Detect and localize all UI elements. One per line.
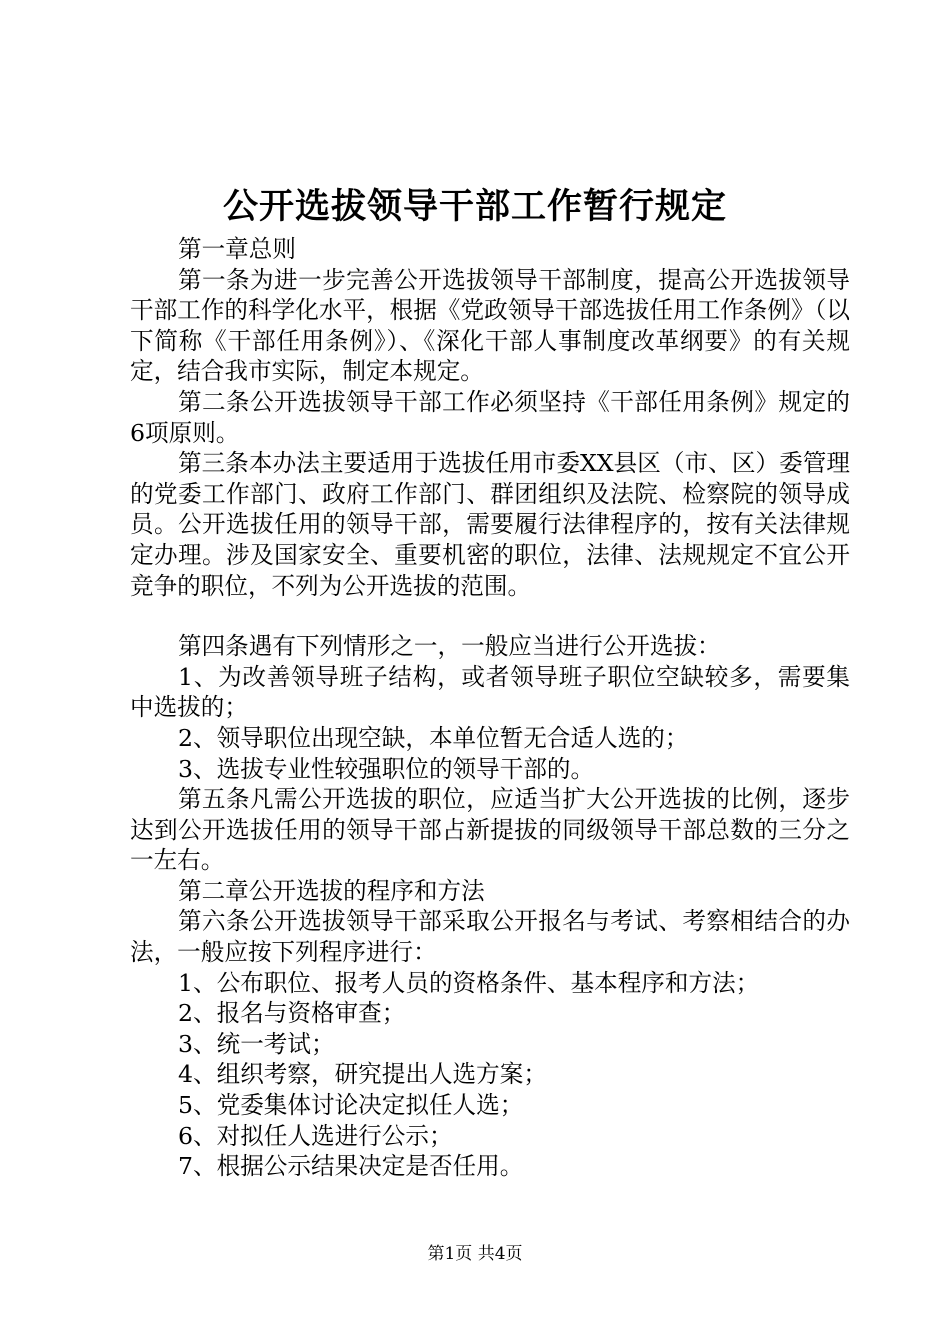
article-paragraph: 第五条凡需公开选拔的职位，应适当扩大公开选拔的比例，逐步达到公开选拔任用的领导干部占新提拔的同级领导干部总数的三分之一左右。 — [130, 785, 850, 875]
chapter-heading: 第一章总则 — [178, 235, 296, 263]
list-item: 1、公布职位、报考人员的资格条件、基本程序和方法； — [178, 968, 760, 997]
list-item: 6、对拟任人选进行公示； — [178, 1121, 453, 1150]
article-paragraph: 第六条公开选拔领导干部采取公开报名与考试、考察相结合的办法，一般应按下列程序进行： — [130, 907, 850, 967]
chapter-heading: 第二章公开选拔的程序和方法 — [178, 876, 485, 905]
page-number-footer: 第1页 共4页 — [427, 1244, 523, 1264]
article-paragraph: 第三条本办法主要适用于选拔任用市委XX县区（市、区）委管理的党委工作部门、政府工作部门、群团组织及法院、检察院的领导成员。公开选拔任用的领导干部，需要履行法律程序的，按有关法律规定办理。涉及国家安全、重要机密的职位，法律、法规规定不宜公开竞争的职位，不列为公开选拔的范围。 — [130, 449, 850, 600]
article-paragraph: 第一条为进一步完善公开选拔领导干部制度，提高公开选拔领导干部工作的科学化水平，根据《党政领导干部选拔任用工作条例》（以下简称《干部任用条例》）、《深化干部人事制度改革纲要》的有关规定，结合我市实际，制定本规定。 — [130, 265, 850, 386]
list-item: 3、统一考试； — [178, 1029, 335, 1058]
article-paragraph: 第二条公开选拔领导干部工作必须坚持《干部任用条例》规定的6项原则。 — [130, 387, 850, 447]
article-paragraph: 第四条遇有下列情形之一，一般应当进行公开选拔： — [178, 632, 721, 661]
list-item: 7、根据公示结果决定是否任用。 — [178, 1152, 524, 1181]
paragraph-gap — [130, 601, 850, 631]
document-title: 公开选拔领导干部工作暂行规定 — [222, 187, 727, 227]
list-item: 4、组织考察，研究提出人选方案； — [178, 1060, 547, 1089]
list-item: 3、选拔专业性较强职位的领导干部的。 — [178, 754, 595, 783]
list-item: 1、为改善领导班子结构，或者领导班子职位空缺较多，需要集中选拔的； — [130, 662, 850, 722]
list-item: 2、领导职位出现空缺，本单位暂无合适人选的； — [178, 723, 689, 752]
list-item: 5、党委集体讨论决定拟任人选； — [178, 1091, 524, 1120]
list-item: 2、报名与资格审查； — [178, 999, 406, 1028]
document-body — [130, 234, 850, 1182]
